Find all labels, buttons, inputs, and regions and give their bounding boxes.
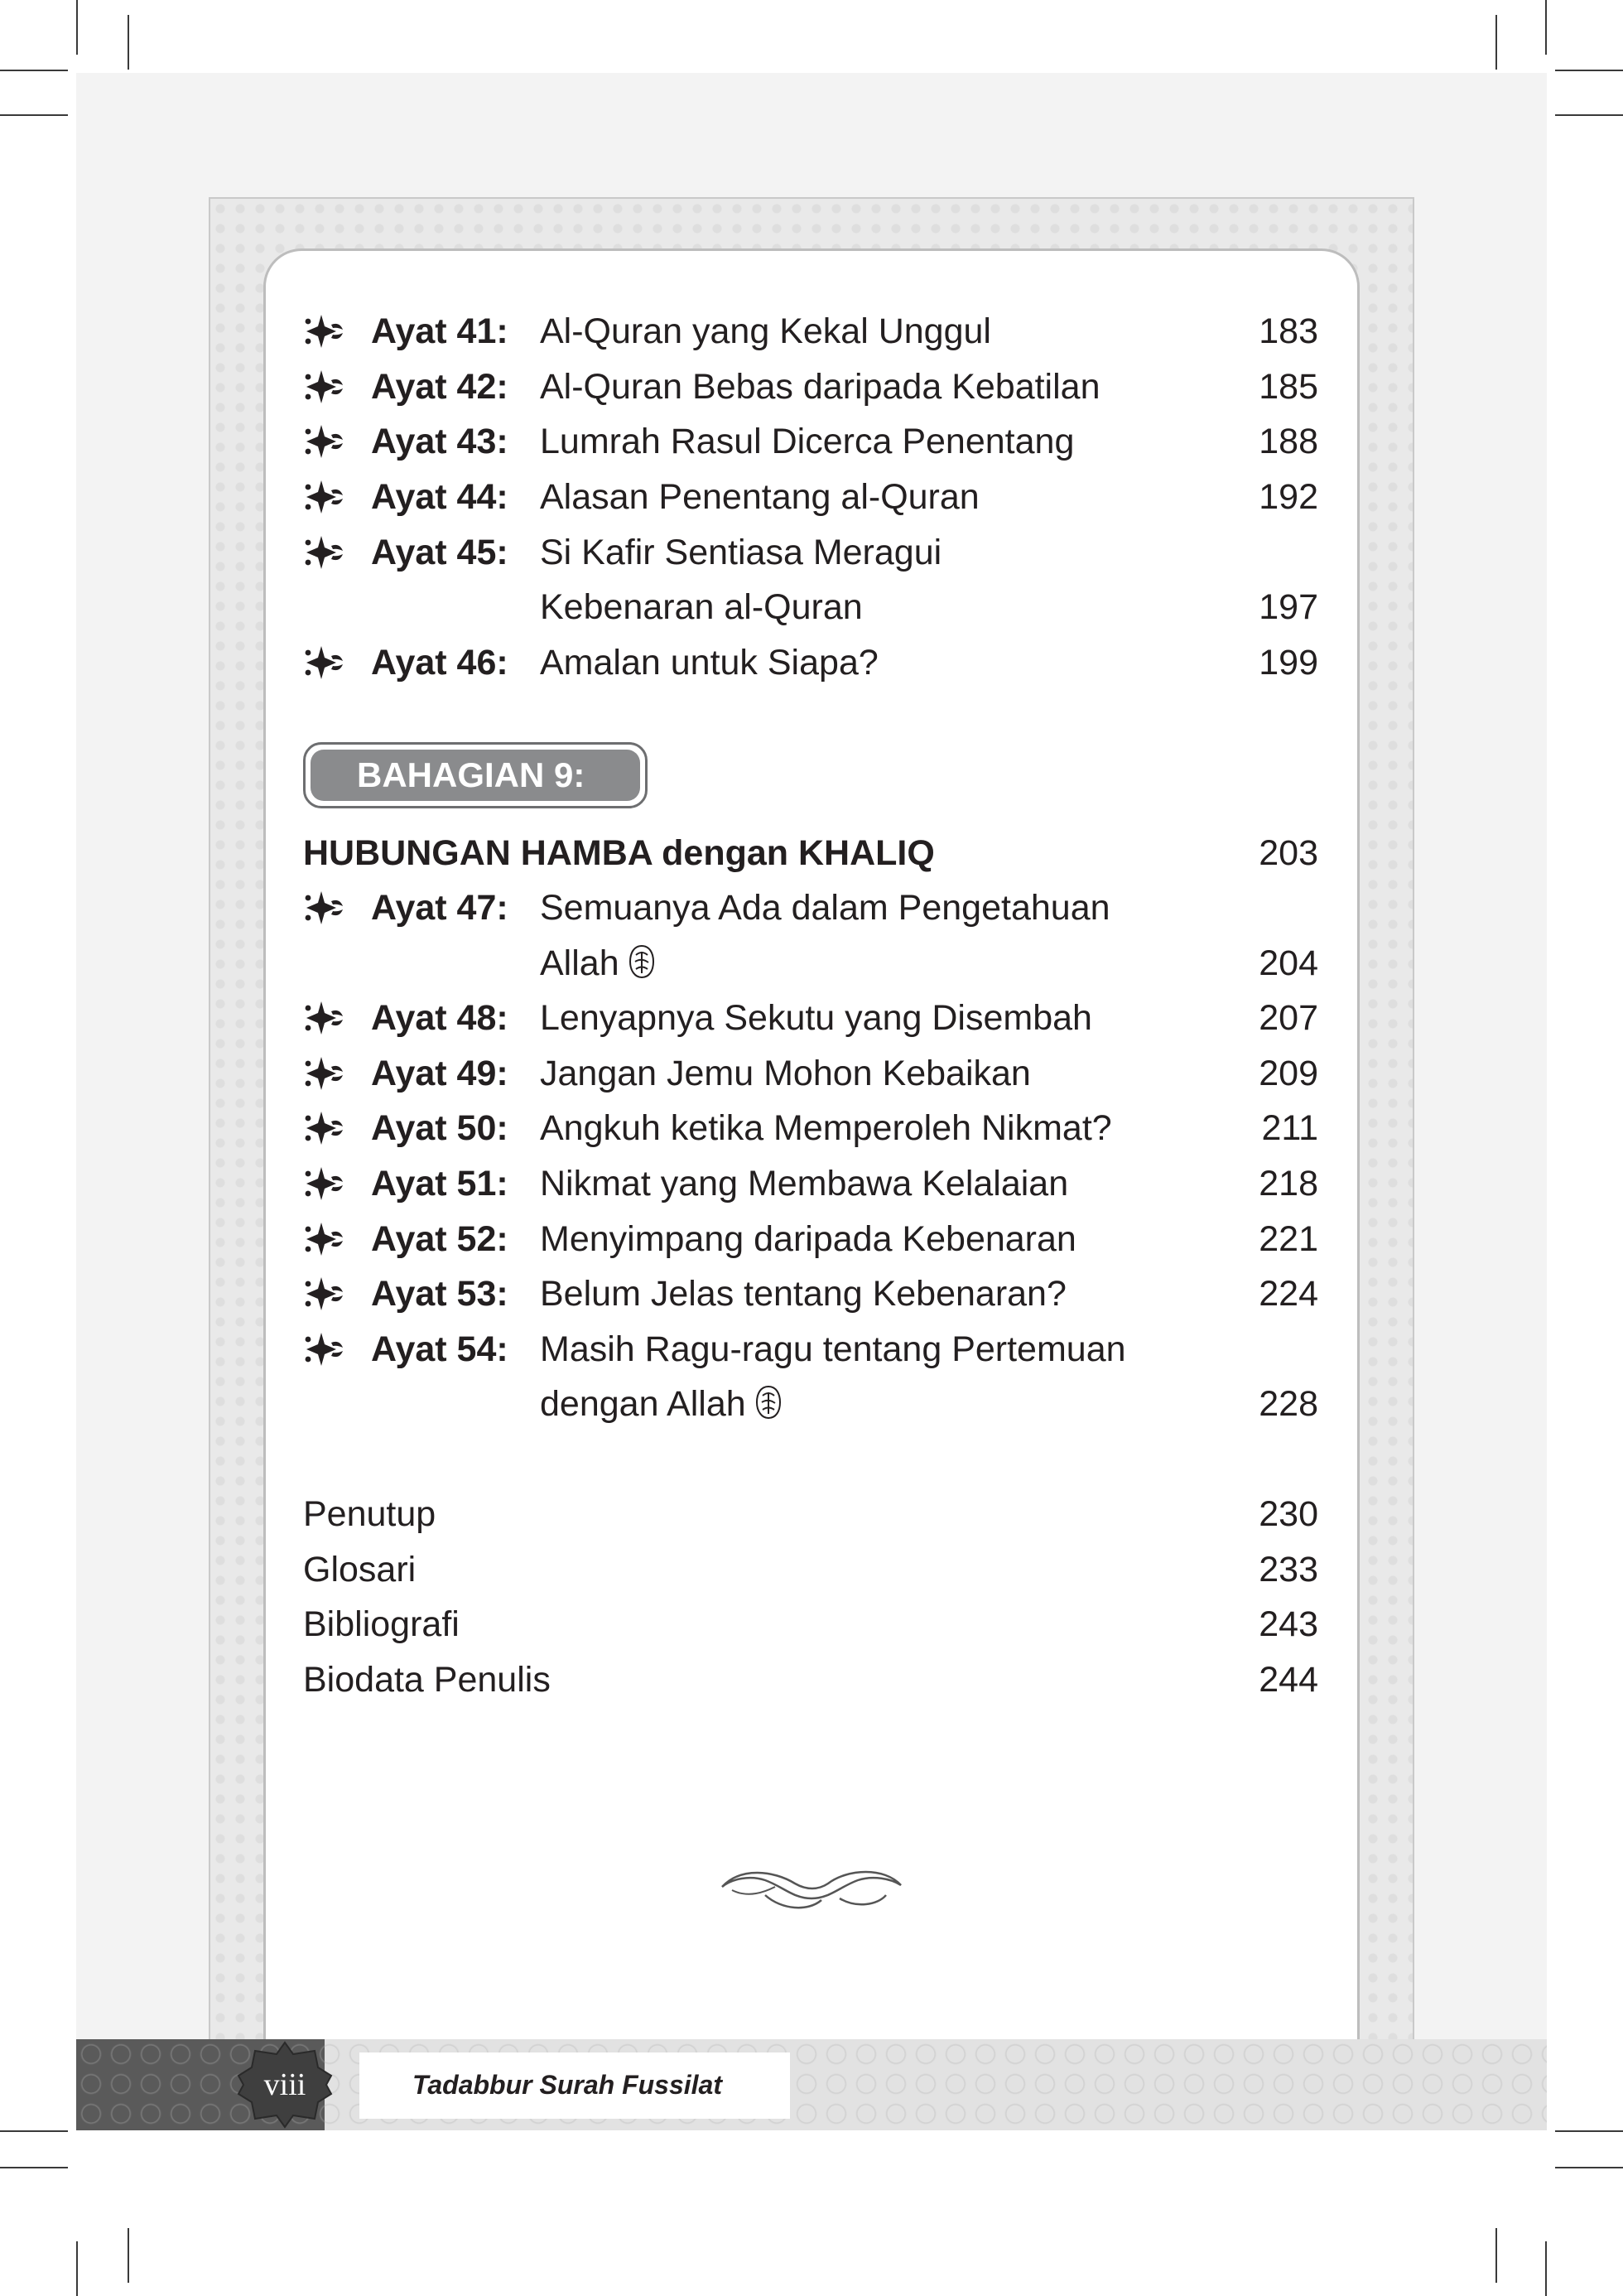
page-marker: viii bbox=[263, 2067, 306, 2102]
fleuron-star-icon bbox=[303, 528, 344, 577]
page-number: 244 bbox=[1259, 1660, 1318, 1700]
ayat-label: Ayat 52: bbox=[371, 1219, 508, 1259]
toc-entry[interactable] bbox=[303, 1159, 1318, 1208]
fleuron-star-icon bbox=[303, 993, 344, 1043]
toc-entry[interactable] bbox=[303, 362, 1318, 412]
toc-entry[interactable] bbox=[303, 1655, 1318, 1705]
page-number: 209 bbox=[1259, 1054, 1318, 1093]
toc-entry[interactable] bbox=[303, 417, 1318, 466]
ayat-title: Al-Quran Bebas daripada Kebatilan bbox=[540, 367, 1100, 407]
page-number: 228 bbox=[1259, 1384, 1318, 1424]
toc-entry[interactable] bbox=[303, 1324, 1318, 1374]
page-number: 243 bbox=[1259, 1604, 1318, 1644]
ayat-title: Lenyapnya Sekutu yang Disembah bbox=[540, 998, 1092, 1038]
ayat-label: Ayat 43: bbox=[371, 422, 508, 461]
page-number: 221 bbox=[1259, 1219, 1318, 1259]
flourish-ornament-icon bbox=[715, 1862, 908, 1915]
ayat-label: Ayat 47: bbox=[371, 888, 508, 928]
toc-entry[interactable] bbox=[303, 306, 1318, 356]
swt-calligraphy-icon bbox=[753, 1384, 784, 1421]
toc-entry-continuation[interactable] bbox=[303, 938, 1318, 988]
toc-entry[interactable] bbox=[303, 472, 1318, 522]
toc-entry[interactable] bbox=[303, 1214, 1318, 1264]
fleuron-star-icon bbox=[303, 1049, 344, 1098]
back-matter-title: Biodata Penulis bbox=[303, 1660, 551, 1700]
ayat-title: Amalan untuk Siapa? bbox=[540, 643, 879, 683]
section-heading-entry[interactable] bbox=[303, 828, 1318, 878]
ayat-title: Belum Jelas tentang Kebenaran? bbox=[540, 1274, 1067, 1314]
fleuron-star-icon bbox=[303, 1324, 344, 1374]
fleuron-star-icon bbox=[303, 638, 344, 687]
ayat-title: Semuanya Ada dalam Pengetahuan bbox=[540, 888, 1110, 928]
fleuron-star-icon bbox=[303, 883, 344, 933]
ayat-label: Ayat 45: bbox=[371, 533, 508, 572]
toc-entry[interactable] bbox=[303, 638, 1318, 687]
toc-entry-continuation[interactable] bbox=[303, 1379, 1318, 1429]
toc-entry[interactable] bbox=[303, 1545, 1318, 1594]
back-matter-title: Glosari bbox=[303, 1550, 417, 1589]
ayat-title: Angkuh ketika Memperoleh Nikmat? bbox=[540, 1108, 1112, 1148]
page-number: 233 bbox=[1259, 1550, 1318, 1589]
ayat-label: Ayat 42: bbox=[371, 367, 508, 407]
fleuron-star-icon bbox=[303, 1214, 344, 1264]
toc-entry[interactable] bbox=[303, 993, 1318, 1043]
ayat-title: Jangan Jemu Mohon Kebaikan bbox=[540, 1054, 1031, 1093]
ayat-label: Ayat 41: bbox=[371, 311, 508, 351]
page-number: 230 bbox=[1259, 1494, 1318, 1534]
ayat-title: Lumrah Rasul Dicerca Penentang bbox=[540, 422, 1075, 461]
ayat-label: Ayat 44: bbox=[371, 477, 508, 517]
page-number: 218 bbox=[1259, 1164, 1318, 1203]
ayat-title: Masih Ragu-ragu tentang Pertemuan bbox=[540, 1329, 1126, 1369]
page-number: 197 bbox=[1259, 587, 1318, 627]
back-matter-title: Penutup bbox=[303, 1494, 436, 1534]
section-heading: HUBUNGAN HAMBA dengan KHALIQ bbox=[303, 833, 935, 873]
ayat-label: Ayat 50: bbox=[371, 1108, 508, 1148]
toc-entry[interactable] bbox=[303, 1489, 1318, 1539]
page-number: 207 bbox=[1259, 998, 1318, 1038]
toc-entry[interactable] bbox=[303, 528, 1318, 577]
ayat-label: Ayat 48: bbox=[371, 998, 508, 1038]
page-number: 224 bbox=[1259, 1274, 1318, 1314]
ayat-title: Nikmat yang Membawa Kelalaian bbox=[540, 1164, 1069, 1203]
page-number: 199 bbox=[1259, 643, 1318, 683]
running-title: Tadabbur Surah Fussilat bbox=[412, 2070, 722, 2100]
fleuron-star-icon bbox=[303, 1103, 344, 1153]
back-matter-title: Bibliografi bbox=[303, 1604, 460, 1644]
ayat-label: Ayat 51: bbox=[371, 1164, 508, 1203]
ayat-title: Al-Quran yang Kekal Unggul bbox=[540, 311, 991, 351]
toc-entry[interactable] bbox=[303, 883, 1318, 933]
fleuron-star-icon bbox=[303, 306, 344, 356]
fleuron-star-icon bbox=[303, 472, 344, 522]
fleuron-star-icon bbox=[303, 417, 344, 466]
section-badge-label: BAHAGIAN 9: bbox=[311, 750, 640, 801]
fleuron-star-icon bbox=[303, 1159, 344, 1208]
toc-entry[interactable] bbox=[303, 1103, 1318, 1153]
ayat-label: Ayat 54: bbox=[371, 1329, 508, 1369]
toc-entry-continuation[interactable] bbox=[303, 582, 1318, 632]
ayat-label: Ayat 46: bbox=[371, 643, 508, 683]
section-badge bbox=[303, 742, 648, 808]
page-number: 183 bbox=[1259, 311, 1318, 351]
ayat-title: Kebenaran al-Quran bbox=[540, 587, 863, 627]
ayat-title: Allah bbox=[540, 938, 657, 988]
ayat-title: Si Kafir Sentiasa Meragui bbox=[540, 533, 942, 572]
swt-calligraphy-icon bbox=[626, 943, 657, 980]
page-number: 204 bbox=[1259, 943, 1318, 983]
toc-entry[interactable] bbox=[303, 1049, 1318, 1098]
toc-entry[interactable] bbox=[303, 1269, 1318, 1319]
ayat-title: Menyimpang daripada Kebenaran bbox=[540, 1219, 1076, 1259]
page-number: 188 bbox=[1259, 422, 1318, 461]
ayat-title: dengan Allah bbox=[540, 1379, 784, 1429]
ayat-label: Ayat 53: bbox=[371, 1274, 508, 1314]
toc-entry[interactable] bbox=[303, 1599, 1318, 1649]
ayat-label: Ayat 49: bbox=[371, 1054, 508, 1093]
page-number: 203 bbox=[1259, 833, 1318, 873]
fleuron-star-icon bbox=[303, 362, 344, 412]
page-number: 185 bbox=[1259, 367, 1318, 407]
ayat-title: Alasan Penentang al-Quran bbox=[540, 477, 980, 517]
fleuron-star-icon bbox=[303, 1269, 344, 1319]
page-number: 211 bbox=[1261, 1108, 1318, 1148]
page-number: 192 bbox=[1259, 477, 1318, 517]
